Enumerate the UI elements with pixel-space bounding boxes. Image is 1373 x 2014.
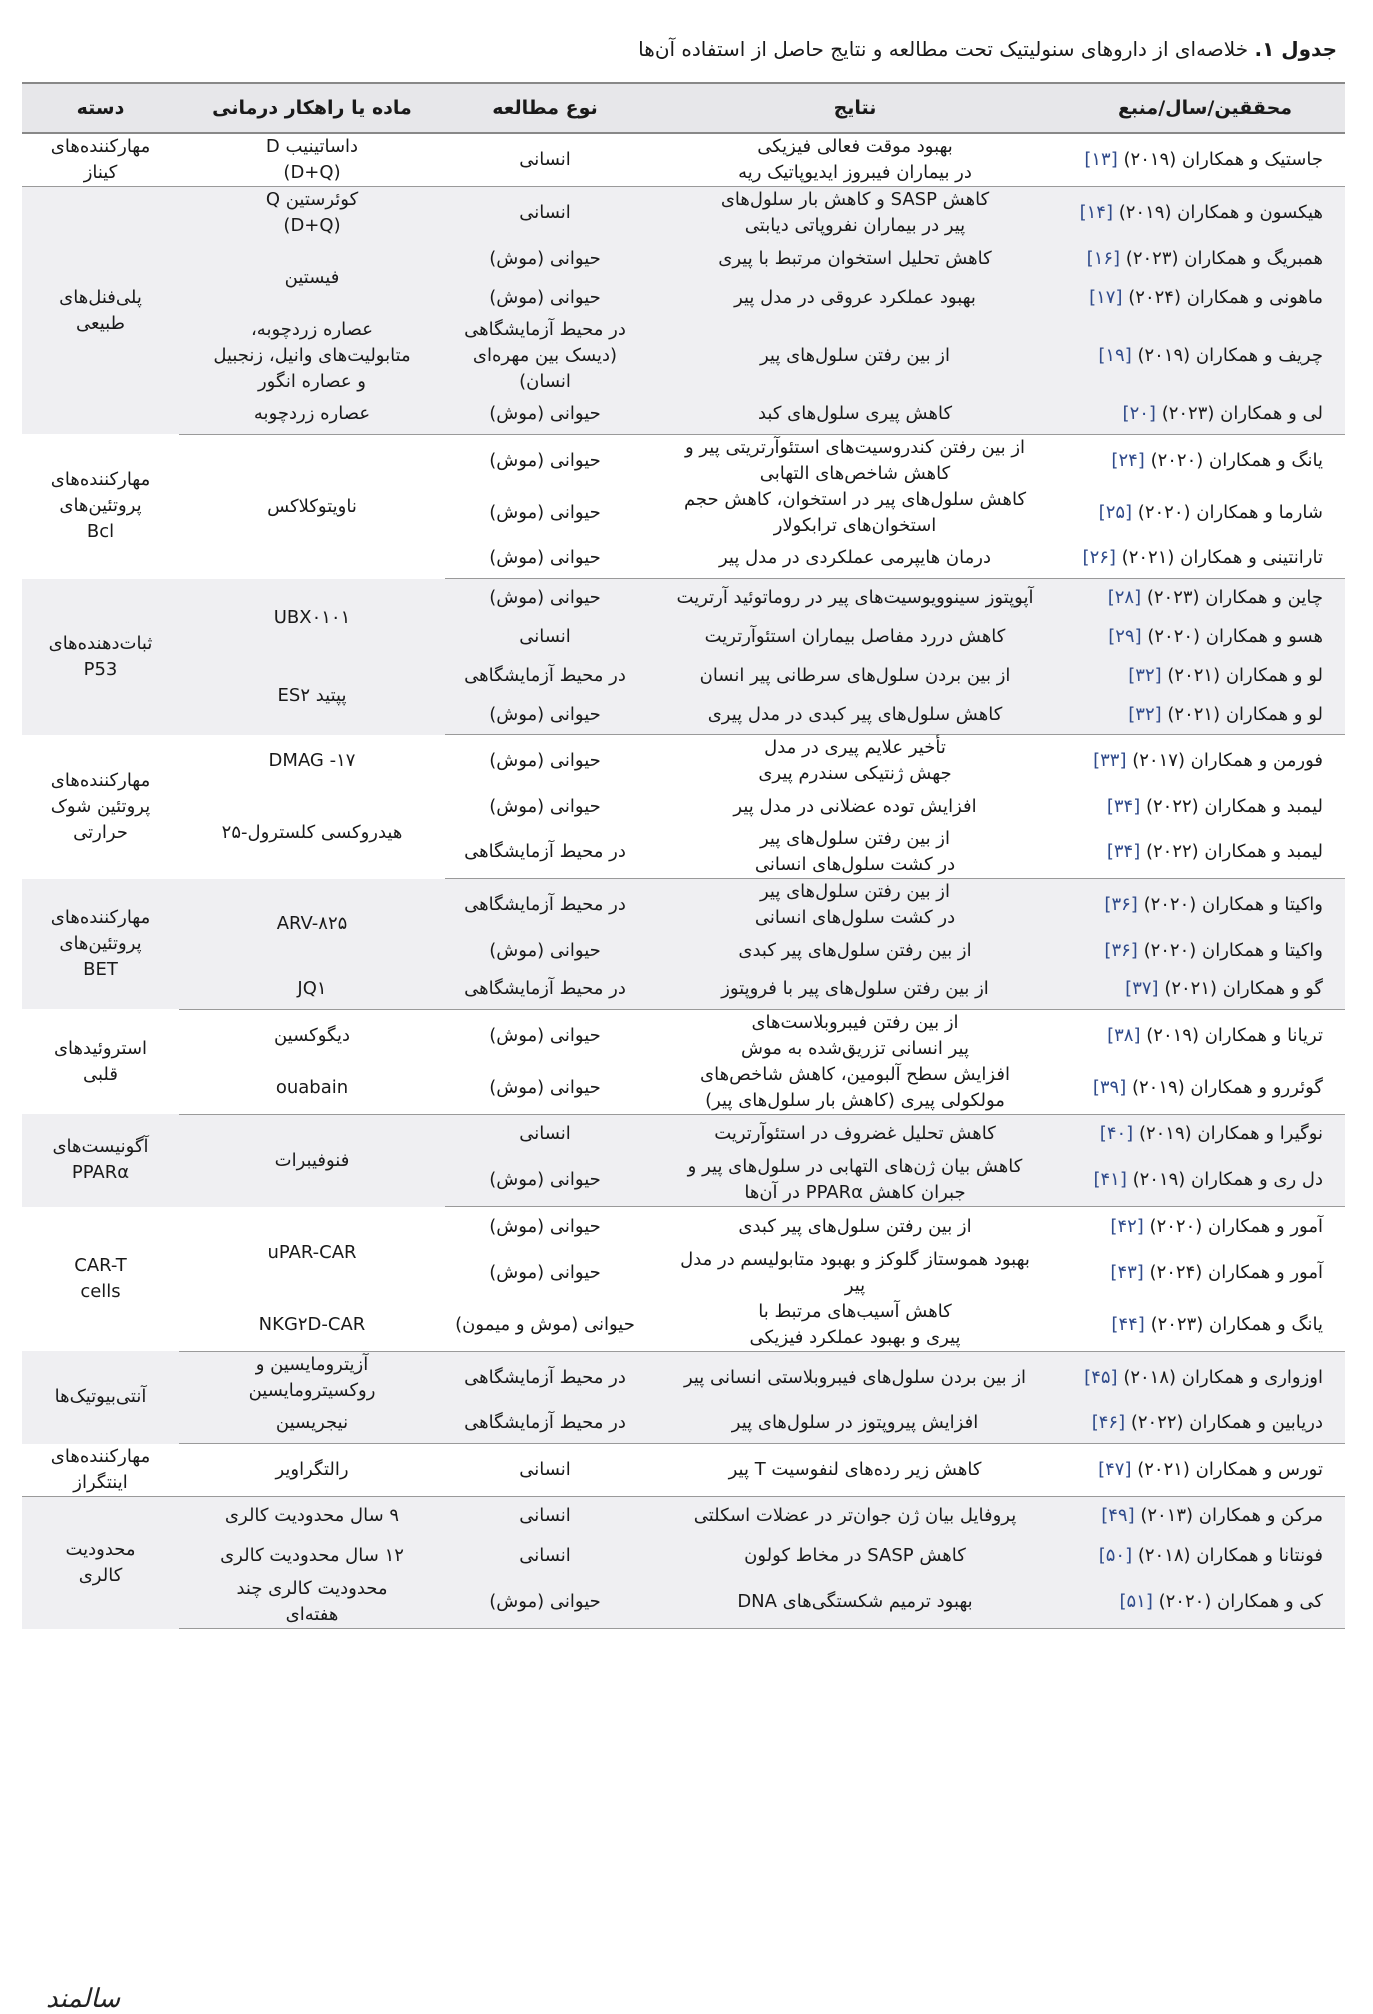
- cell-results: کاهش آسیب‌های مرتبط با پیری و بهبود عملکرد فیزیکی: [645, 1299, 1065, 1352]
- table-caption-label: جدول ۱.: [1254, 37, 1337, 61]
- cell-substance: ناویتوکلاکس: [267, 495, 357, 517]
- source-text: تورس و همکاران (۲۰۲۱): [1137, 1458, 1323, 1480]
- reference-link[interactable]: [۲۸]: [1107, 587, 1142, 609]
- cell-study-type: حیوانی (موش): [445, 931, 645, 970]
- cell-source: [1065, 1009, 1345, 1062]
- cell-substance: دیگوکسین: [273, 1024, 351, 1046]
- reference-link[interactable]: [۴۶]: [1091, 1412, 1126, 1434]
- cell-study-type: در محیط آزمایشگاهی (دیسک بین مهره‌ای انسان): [445, 317, 645, 395]
- table-row: [22, 787, 1345, 826]
- cell-results: پروفایل بیان ژن جوان‌تر در عضلات اسکلتی: [645, 1496, 1065, 1536]
- cell-source: [1065, 1247, 1345, 1299]
- cell-results: از بین رفتن سلول‌های پیر در کشت سلول‌های انسانی: [645, 826, 1065, 879]
- table-group: [22, 1207, 1345, 1352]
- cell-study-type: حیوانی (موش و میمون): [445, 1299, 645, 1352]
- cell-substance: عصاره زردچوبه، متابولیت‌های وانیل، زنجبیل و عصاره انگور: [179, 317, 445, 395]
- reference-link[interactable]: [۳۲]: [1128, 665, 1162, 686]
- cell-study-type: حیوانی (موش): [445, 1154, 645, 1207]
- reference-link[interactable]: [۳۳]: [1093, 750, 1127, 771]
- cell-source: [1065, 1207, 1345, 1247]
- source-text: آمور و همکاران (۲۰۲۰): [1149, 1215, 1323, 1237]
- reference-link[interactable]: [۲۹]: [1108, 626, 1142, 647]
- header-results: نتایج: [645, 83, 1065, 133]
- cell-source: [1065, 317, 1345, 395]
- senolytics-table: [22, 82, 1345, 1629]
- table-row: [22, 579, 1345, 618]
- table-group: [22, 133, 1345, 187]
- cell-study-type: حیوانی (موش): [489, 1215, 601, 1237]
- table-header-row: [22, 83, 1345, 133]
- cell-source: [1065, 931, 1345, 970]
- reference-link[interactable]: [۱۴]: [1079, 202, 1113, 223]
- cell-source: [1065, 696, 1345, 735]
- source-text: یانگ و همکاران (۲۰۲۰): [1150, 449, 1323, 471]
- cell-study-type: حیوانی (موش): [445, 696, 645, 735]
- cell-study-type: انسانی: [445, 618, 645, 657]
- table-group: [22, 1496, 1345, 1629]
- table-row: [22, 879, 1345, 932]
- cell-substance: NKG۲D-CAR: [179, 1299, 445, 1352]
- table-row: [22, 1009, 1345, 1062]
- source-text: واکیتا و همکاران (۲۰۲۰): [1143, 894, 1323, 915]
- table-row: [22, 434, 1345, 487]
- table-row: [22, 970, 1345, 1009]
- cell-source: [1065, 1299, 1345, 1352]
- cell-substance: داساتینیب D (D+Q): [179, 133, 445, 187]
- cell-study-type: انسانی: [445, 1114, 645, 1154]
- table-row: [22, 317, 1345, 395]
- cell-substance: ARV-۸۲۵: [179, 879, 445, 971]
- cell-study-type: در محیط آزمایشگاهی: [445, 657, 645, 696]
- table-caption: [22, 26, 1345, 82]
- source-text: یانگ و همکاران (۲۰۲۳): [1150, 1313, 1323, 1335]
- source-text: گوئررو و همکاران (۲۰۱۹): [1131, 1076, 1323, 1098]
- cell-study-type: حیوانی (موش): [445, 1062, 645, 1115]
- cell-results: درمان هایپرمی عملکردی در مدل پیر: [645, 539, 1065, 579]
- source-text: مرکن و همکاران (۲۰۱۳): [1140, 1505, 1323, 1527]
- header-source: محققین/سال/منبع: [1065, 83, 1345, 133]
- table-group: [22, 1351, 1345, 1444]
- cell-results: کاهش تحلیل غضروف در استئوآرتریت: [645, 1114, 1065, 1154]
- header-category: دسته: [22, 83, 179, 133]
- table-caption-text: خلاصه‌ای از داروهای سنولیتیک تحت مطالعه و نتایج حاصل از استفاده آن‌ها: [638, 37, 1255, 61]
- reference-link[interactable]: [۳۶]: [1104, 939, 1138, 961]
- table-row: [22, 1207, 1345, 1247]
- source-text: لیمبد و همکاران (۲۰۲۲): [1145, 841, 1323, 862]
- source-text: جاستیک و همکاران (۲۰۱۹): [1123, 149, 1323, 170]
- cell-results: از بین رفتن سلول‌های پیر کبدی: [645, 931, 1065, 970]
- cell-category: ثبات‌دهنده‌های P53: [22, 579, 179, 735]
- cell-study-type: حیوانی (موش): [445, 1576, 645, 1629]
- reference-link[interactable]: [۳۷]: [1125, 978, 1159, 1000]
- cell-source: [1065, 735, 1345, 788]
- reference-link[interactable]: [۵۱]: [1119, 1591, 1153, 1612]
- source-text: دل ری و همکاران (۲۰۱۹): [1132, 1169, 1323, 1190]
- source-text: شارما و همکاران (۲۰۲۰): [1137, 501, 1323, 523]
- reference-link[interactable]: [۳۲]: [1128, 703, 1162, 725]
- reference-link[interactable]: [۱۶]: [1086, 247, 1121, 269]
- source-text: چریف و همکاران (۲۰۱۹): [1137, 345, 1323, 366]
- cell-substance: فیستین: [179, 239, 445, 317]
- cell-results: از بین رفتن سلول‌های پیر: [645, 317, 1065, 395]
- cell-substance: محدودیت کالری چند هفته‌ای: [179, 1576, 445, 1629]
- reference-link[interactable]: [۳۶]: [1104, 894, 1138, 915]
- cell-category: آگونیست‌های PPARα: [22, 1114, 179, 1207]
- cell-study-type: حیوانی (موش): [489, 449, 601, 471]
- cell-results: افزایش سطح آلبومین، کاهش شاخص‌های مولکولی پیری (کاهش بار سلول‌های پیر): [645, 1062, 1065, 1115]
- reference-link[interactable]: [۳۸]: [1107, 1024, 1141, 1046]
- cell-source: [1065, 1114, 1345, 1154]
- cell-study-type: انسانی: [445, 1444, 645, 1497]
- cell-substance: uPAR-CAR: [267, 1241, 357, 1263]
- source-text: همبریگ و همکاران (۲۰۲۳): [1125, 247, 1323, 269]
- source-text: اوزواری و همکاران (۲۰۱۸): [1123, 1366, 1323, 1388]
- cell-study-type: حیوانی (موش): [445, 278, 645, 317]
- reference-link[interactable]: [۴۱]: [1093, 1169, 1127, 1190]
- cell-source: [1065, 826, 1345, 879]
- reference-link[interactable]: [۴۹]: [1101, 1505, 1135, 1527]
- cell-source: [1065, 1496, 1345, 1536]
- table-row: [22, 1496, 1345, 1536]
- cell-results: از بین بردن سلول‌های فیبروبلاستی انسانی پیر: [645, 1351, 1065, 1404]
- table-group: [22, 1114, 1345, 1207]
- cell-category: مهارکننده‌های پروتئین‌های Bcl: [50, 469, 151, 543]
- table-row: [22, 1536, 1345, 1576]
- cell-study-type: حیوانی (موش): [489, 501, 601, 523]
- cell-study-type: انسانی: [445, 187, 645, 240]
- cell-source: [1065, 434, 1345, 487]
- cell-source: [1065, 1062, 1345, 1115]
- cell-substance: ouabain: [179, 1062, 445, 1115]
- cell-study-type: حیوانی (موش): [489, 795, 601, 817]
- cell-source: [1065, 187, 1345, 240]
- cell-category: مهارکننده‌های کیناز: [22, 133, 179, 187]
- header-study-type: نوع مطالعه: [445, 83, 645, 133]
- reference-link[interactable]: [۲۶]: [1082, 547, 1116, 569]
- cell-study-type: انسانی: [445, 1496, 645, 1536]
- cell-study-type: در محیط آزمایشگاهی: [445, 1351, 645, 1404]
- cell-study-type: در محیط آزمایشگاهی: [445, 879, 645, 932]
- table-row: [22, 133, 1345, 187]
- cell-study-type: حیوانی (موش): [445, 579, 645, 618]
- cell-results: افزایش توده عضلانی در مدل پیر: [733, 795, 977, 817]
- reference-link[interactable]: [۴۳]: [1110, 1261, 1144, 1283]
- reference-link[interactable]: [۳۹]: [1092, 1076, 1127, 1098]
- source-text: واکیتا و همکاران (۲۰۲۰): [1143, 939, 1323, 961]
- cell-results: از بین رفتن فیبروبلاست‌های پیر انسانی تزریق‌شده به موش: [740, 1011, 969, 1059]
- table-row: [22, 1404, 1345, 1444]
- cell-source: [1065, 879, 1345, 932]
- cell-study-type: حیوانی (موش): [489, 1024, 601, 1046]
- cell-results: کاهش سلول‌های پیر در استخوان، کاهش حجم استخوان‌های ترابکولار: [683, 488, 1027, 536]
- document-page: [22, 26, 1345, 2014]
- cell-study-type: در محیط آزمایشگاهی: [445, 1404, 645, 1444]
- journal-logo: سالمند: [46, 1984, 121, 2014]
- source-text: کی و همکاران (۲۰۲۰): [1158, 1591, 1323, 1612]
- cell-category: پلی‌فنل‌های طبیعی: [22, 187, 179, 435]
- cell-results: بهبود ترمیم شکستگی‌های DNA: [645, 1576, 1065, 1629]
- cell-substance: ۱۲ سال محدودیت کالری: [179, 1536, 445, 1576]
- table-group: [22, 434, 1345, 579]
- source-text: نوگیرا و همکاران (۲۰۱۹): [1138, 1123, 1323, 1145]
- cell-substance: ۹ سال محدودیت کالری: [179, 1496, 445, 1536]
- cell-study-type: حیوانی (موش): [445, 395, 645, 434]
- cell-category: مهارکننده‌های پروتئین شوک حرارتی: [50, 769, 151, 843]
- cell-substance: JQ۱: [179, 970, 445, 1009]
- cell-substance: نیجریسین: [179, 1404, 445, 1444]
- source-text: لیمبد و همکاران (۲۰۲۲): [1145, 795, 1323, 817]
- cell-results: کاهش تحلیل استخوان مرتبط با پیری: [645, 239, 1065, 278]
- table-group: [22, 579, 1345, 735]
- cell-source: [1065, 133, 1345, 187]
- cell-source: [1065, 1536, 1345, 1576]
- cell-source: [1065, 970, 1345, 1009]
- table-row: [22, 239, 1345, 278]
- header-substance: ماده یا راهکار درمانی: [179, 83, 445, 133]
- reference-link[interactable]: [۲۴]: [1111, 449, 1145, 471]
- cell-results: از بین رفتن سلول‌های پیر با فروپتوز: [645, 970, 1065, 1009]
- reference-link[interactable]: [۴۵]: [1084, 1366, 1118, 1388]
- source-text: فونتانا و همکاران (۲۰۱۸): [1137, 1545, 1323, 1566]
- cell-results: آپوپتوز سینوویوسیت‌های پیر در روماتوئید آرتریت: [645, 579, 1065, 618]
- cell-substance: پپتید ES۲: [179, 657, 445, 735]
- cell-study-type: در محیط آزمایشگاهی: [445, 826, 645, 879]
- cell-source: [1065, 1154, 1345, 1207]
- reference-link[interactable]: [۱۷]: [1089, 286, 1123, 308]
- cell-results: کاهش سلول‌های پیر کبدی در مدل پیری: [645, 696, 1065, 735]
- cell-substance: رالتگراویر: [179, 1444, 445, 1497]
- table-row: [22, 1576, 1345, 1629]
- table-row: [22, 1062, 1345, 1115]
- source-text: دریابین و همکاران (۲۰۲۲): [1130, 1412, 1323, 1434]
- cell-study-type: حیوانی (موش): [489, 750, 601, 771]
- source-text: فورمن و همکاران (۲۰۱۷): [1132, 750, 1323, 771]
- cell-results: افزایش پیروپتوز در سلول‌های پیر: [645, 1404, 1065, 1444]
- cell-results: از بین رفتن سلول‌های پیر کبدی: [738, 1215, 972, 1237]
- cell-source: [1065, 657, 1345, 696]
- cell-source: [1065, 618, 1345, 657]
- source-text: هسو و همکاران (۲۰۲۰): [1147, 626, 1323, 647]
- cell-category: محدودیت کالری: [22, 1496, 179, 1629]
- cell-study-type: در محیط آزمایشگاهی: [445, 970, 645, 1009]
- cell-source: [1065, 239, 1345, 278]
- table-row: [22, 657, 1345, 696]
- source-text: لی و همکاران (۲۰۲۳): [1161, 403, 1323, 425]
- cell-results: کاهش دررد مفاصل بیماران استئوآرتریت: [645, 618, 1065, 657]
- cell-source: [1065, 787, 1345, 826]
- table-row: [22, 1114, 1345, 1154]
- cell-source: [1065, 1576, 1345, 1629]
- cell-substance: هیدروکسی کلسترول-۲۵: [221, 821, 403, 843]
- reference-link[interactable]: [۴۲]: [1110, 1215, 1144, 1237]
- reference-link[interactable]: [۵۰]: [1098, 1545, 1133, 1566]
- cell-category: آنتی‌بیوتیک‌ها: [22, 1351, 179, 1444]
- reference-link[interactable]: [۱۹]: [1098, 345, 1132, 366]
- cell-source: [1065, 1404, 1345, 1444]
- cell-results: بهبود هموستاز گلوکز و بهبود متابولیسم در مدل پیر: [680, 1248, 1030, 1296]
- cell-substance: آزیترومایسین و روکسیترومایسین: [179, 1351, 445, 1404]
- source-text: لو و همکاران (۲۰۲۱): [1167, 665, 1323, 686]
- cell-results: کاهش بیان ژن‌های التهابی در سلول‌های پیر و جبران کاهش PPARα در آن‌ها: [645, 1154, 1065, 1207]
- cell-source: [1065, 395, 1345, 434]
- cell-results: بهبود موقت فعالی فیزیکی در بیماران فیبروز ایدیوپاتیک ریه: [645, 133, 1065, 187]
- reference-link[interactable]: [۱۳]: [1084, 149, 1118, 170]
- cell-results: کاهش پیری سلول‌های کبد: [645, 395, 1065, 434]
- table-row: [22, 187, 1345, 240]
- cell-study-type: حیوانی (موش): [445, 239, 645, 278]
- cell-substance: فنوفیبرات: [179, 1114, 445, 1207]
- reference-link[interactable]: [۳۴]: [1106, 795, 1141, 817]
- cell-source: [1065, 487, 1345, 539]
- source-text: هیکسون و همکاران (۲۰۱۹): [1118, 202, 1323, 223]
- cell-source: [1065, 278, 1345, 317]
- cell-substance: کوئرستین Q (D+Q): [179, 187, 445, 240]
- table-group: [22, 879, 1345, 1010]
- cell-category: مهارکننده‌های پروتئین‌های BET: [22, 879, 179, 1010]
- cell-source: [1065, 1444, 1345, 1497]
- reference-link[interactable]: [۴۷]: [1098, 1458, 1132, 1480]
- source-text: آمور و همکاران (۲۰۲۴): [1149, 1261, 1323, 1283]
- table-row: [22, 1444, 1345, 1497]
- cell-category: استروئیدهای قلبی: [53, 1037, 148, 1085]
- cell-results: کاهش SASP در مخاط کولون: [645, 1536, 1065, 1576]
- reference-link[interactable]: [۴۰]: [1099, 1123, 1134, 1145]
- table-row: [22, 735, 1345, 788]
- reference-link[interactable]: [۲۵]: [1098, 501, 1133, 523]
- cell-substance: UBX۰۱۰۱: [179, 579, 445, 657]
- cell-source: [1065, 1351, 1345, 1404]
- cell-results: از بین بردن سلول‌های سرطانی پیر انسان: [645, 657, 1065, 696]
- table-row: [22, 1351, 1345, 1404]
- cell-results: کاهش SASP و کاهش بار سلول‌های پیر در بیماران نفروپاتی دیابتی: [645, 187, 1065, 240]
- table-group: [22, 187, 1345, 435]
- source-text: چاین و همکاران (۲۰۲۳): [1146, 587, 1323, 609]
- table-row: [22, 1299, 1345, 1352]
- source-text: لو و همکاران (۲۰۲۱): [1167, 703, 1323, 725]
- cell-results: تأخیر علایم پیری در مدل جهش ژنتیکی سندرم پیری: [758, 737, 952, 784]
- cell-study-type: انسانی: [445, 133, 645, 187]
- cell-study-type: حیوانی (موش): [489, 1261, 601, 1283]
- source-text: تریانا و همکاران (۲۰۱۹): [1146, 1024, 1323, 1046]
- reference-link[interactable]: [۳۴]: [1106, 841, 1141, 862]
- table-row: [22, 395, 1345, 434]
- table-group: [22, 735, 1345, 879]
- reference-link[interactable]: [۲۰]: [1122, 403, 1156, 425]
- cell-results: از بین رفتن سلول‌های پیر در کشت سلول‌های انسانی: [645, 879, 1065, 932]
- cell-results: بهبود عملکرد عروقی در مدل پیر: [645, 278, 1065, 317]
- cell-study-type: انسانی: [445, 1536, 645, 1576]
- cell-category: CAR-T cells: [74, 1254, 127, 1302]
- cell-results: کاهش زیر رده‌های لنفوسیت T پیر: [645, 1444, 1065, 1497]
- source-text: گو و همکاران (۲۰۲۱): [1164, 978, 1323, 1000]
- cell-study-type: حیوانی (موش): [445, 539, 645, 579]
- source-text: تارانتینی و همکاران (۲۰۲۱): [1121, 547, 1323, 569]
- cell-results: از بین رفتن کندروسیت‌های استئوآرتریتی پیر و کاهش شاخص‌های التهابی: [684, 436, 1026, 484]
- source-text: ماهونی و همکاران (۲۰۲۴): [1128, 286, 1323, 308]
- cell-substance: عصاره زردچوبه: [179, 395, 445, 434]
- table-group: [22, 1444, 1345, 1497]
- table-group: [22, 1009, 1345, 1114]
- reference-link[interactable]: [۴۴]: [1111, 1313, 1145, 1335]
- cell-source: [1065, 539, 1345, 579]
- cell-substance: ۱۷- DMAG: [268, 749, 356, 771]
- cell-category: مهارکننده‌های اینتگراز: [22, 1444, 179, 1497]
- cell-source: [1065, 579, 1345, 618]
